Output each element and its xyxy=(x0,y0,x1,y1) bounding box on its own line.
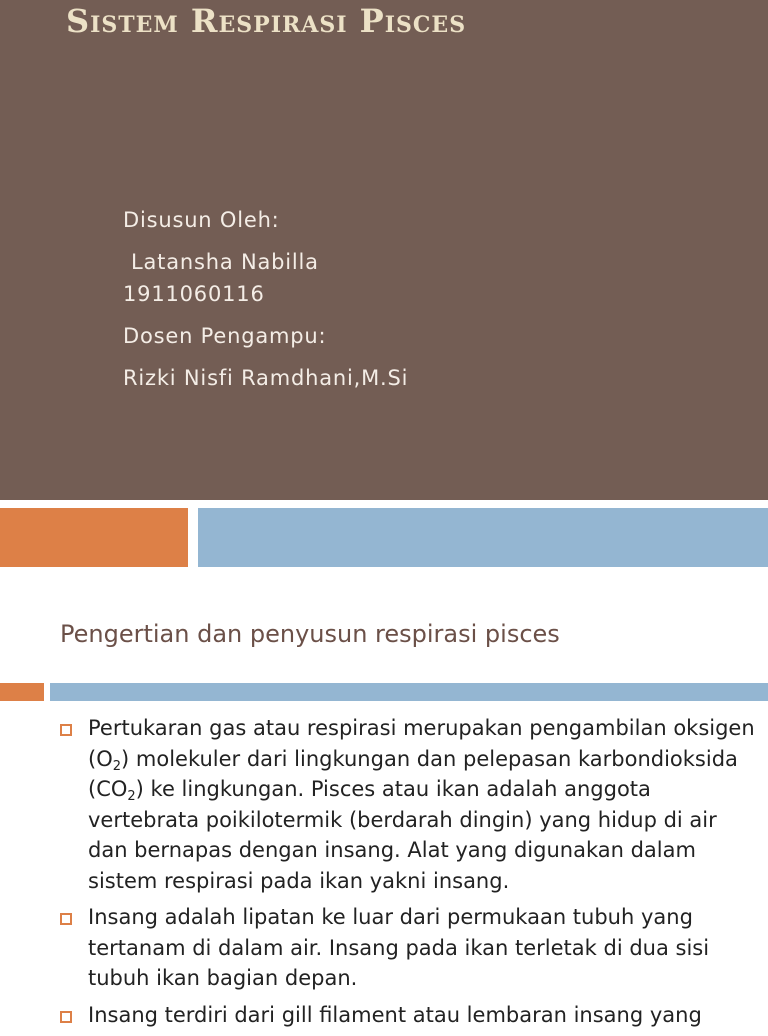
slide-title: Sistem Respirasi Pisces xyxy=(66,2,467,40)
author-name: Latansha Nabilla xyxy=(131,250,319,274)
bullet-item xyxy=(60,1000,760,1031)
author-label: Disusun Oleh: xyxy=(123,208,280,232)
lecturer-name: Rizki Nisfi Ramdhani,M.Si xyxy=(123,366,409,390)
bullet-list xyxy=(60,713,760,1036)
bullet-text: ) molekuler dari lingkungan dan pelepasan karbondioksida (CO xyxy=(88,746,738,801)
bullet-item xyxy=(60,902,760,994)
divider-bar-orange xyxy=(0,683,44,701)
bullet-item xyxy=(60,713,760,896)
bullet-text: Insang terdiri dari gill filament atau lembaran insang yang xyxy=(88,1002,702,1027)
author-id: 1911060116 xyxy=(123,282,265,306)
hollow-square-bullet-icon xyxy=(60,913,72,925)
content-slide-title: Pengertian dan penyusun respirasi pisces xyxy=(60,620,560,648)
hollow-square-bullet-icon xyxy=(60,724,72,736)
accent-bar-blue xyxy=(198,508,768,567)
bullet-text: Insang adalah lipatan ke luar dari permukaan tubuh yang tertanam di dalam air. Insang pada ikan terletak di dua sisi tubuh ikan bagian depan. xyxy=(88,905,710,990)
hollow-square-bullet-icon xyxy=(60,1011,72,1023)
subscript: 2 xyxy=(127,789,136,804)
accent-bar-orange xyxy=(0,508,188,567)
subscript: 2 xyxy=(112,758,122,774)
bullet-text: ) ke lingkungan. Pisces atau ikan adalah anggota vertebrata poikilotermik (berdarah dingin) yang hidup di air dan bernapas dengan insang. Alat yang digunakan dalam sistem respirasi pada ikan yakni insang. xyxy=(88,777,717,893)
lecturer-label: Dosen Pengampu: xyxy=(123,324,327,348)
bullet-text: Pertukaran gas atau respirasi merupakan pengambilan oksigen (O xyxy=(88,716,755,771)
divider-bar-blue xyxy=(50,683,768,701)
author-block xyxy=(123,204,408,394)
title-slide xyxy=(0,0,768,500)
